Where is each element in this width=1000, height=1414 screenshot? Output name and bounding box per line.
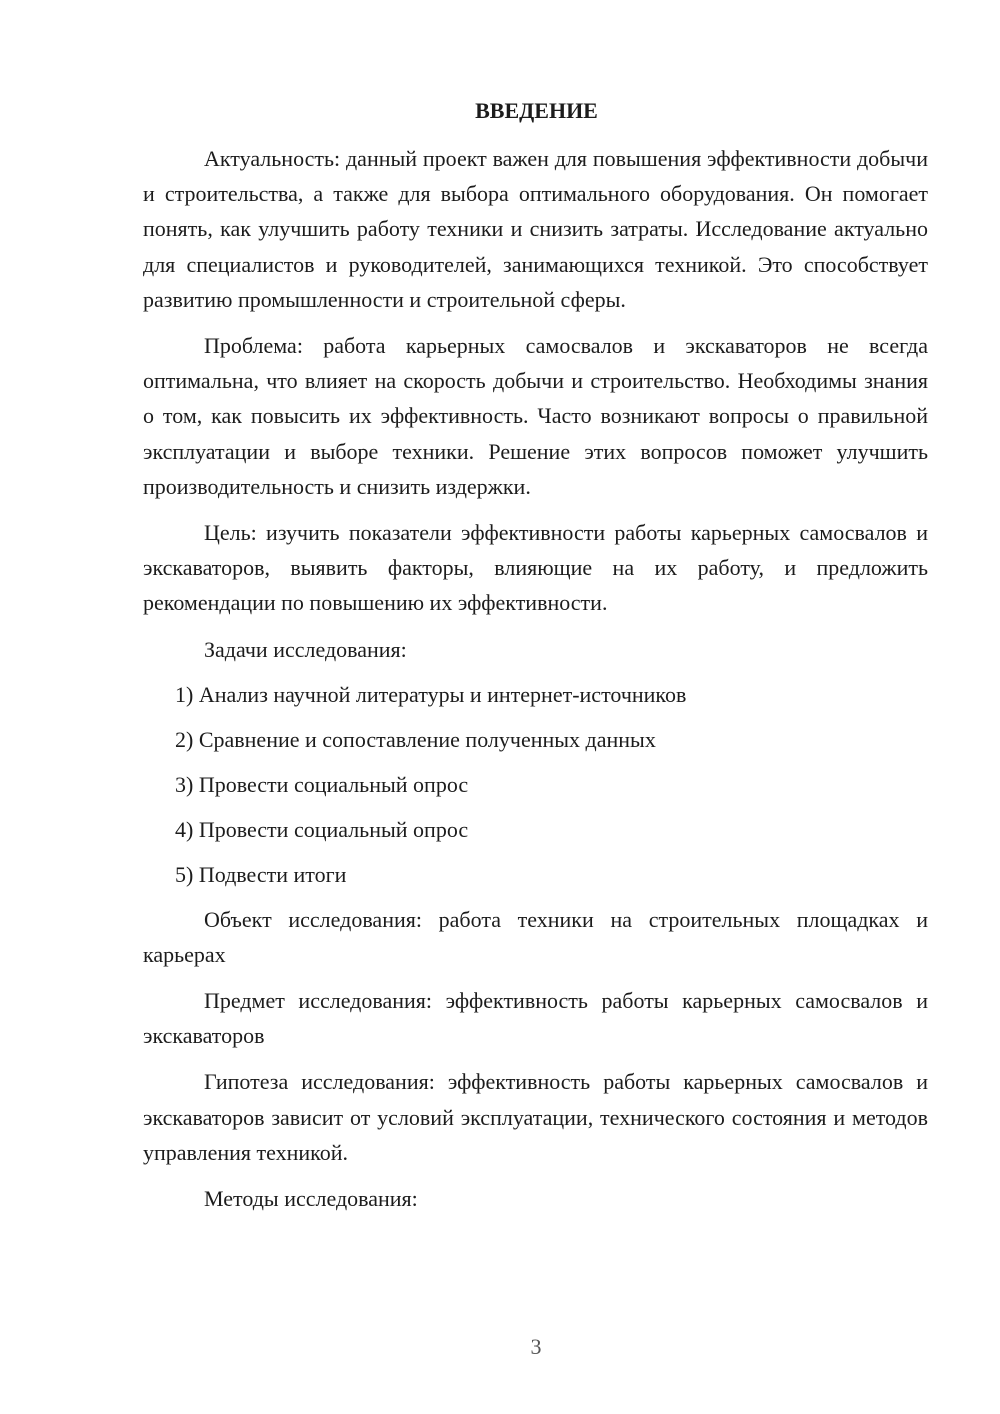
page-title: ВВЕДЕНИЕ [475,98,598,123]
tasks-list [143,677,928,892]
object-paragraph: Объект исследования: работа техники на строительных площадках и карьерах [143,906,928,967]
list-item: 5) Подвести итоги [175,861,347,887]
hypothesis-paragraph: Гипотеза исследования: эффективность работы карьерных самосвалов и экскаваторов зависит от условий эксплуатации, технического состояния и методов управления техникой. [143,1069,928,1165]
goal-paragraph: Цель: изучить показатели эффективности работы карьерных самосвалов и экскаваторов, выявить факторы, влияющие на их работу, и предложить рекомендации по повышению их эффективности. [143,520,928,616]
page-content [143,95,928,1226]
list-item: 2) Сравнение и сопоставление полученных данных [175,726,656,752]
subject-paragraph: Предмет исследования: эффективность работы карьерных самосвалов и экскаваторов [143,988,928,1049]
methods-heading: Методы исследования: [204,1186,418,1212]
tasks-heading: Задачи исследования: [204,636,407,662]
list-item: 1) Анализ научной литературы и интернет-источников [175,681,687,707]
list-item: 4) Провести социальный опрос [175,816,469,842]
list-item: 3) Провести социальный опрос [175,771,469,797]
relevance-paragraph: Актуальность: данный проект важен для повышения эффективности добычи и строительства, а также для выбора оптимального оборудования. Он помогает понять, как улучшить работу техники и снизить затраты. Исследование актуально для специалистов и руководителей, занимающихся техникой. Это способствует развитию промышленности и строительной сферы. [143,146,928,312]
page-number: 3 [530,1334,542,1359]
problem-paragraph: Проблема: работа карьерных самосвалов и экскаваторов не всегда оптимальна, что влияет на скорость добычи и строительство. Необходимы знания о том, как повысить их эффективность. Часто возникают вопросы о правильной эксплуатации и выборе техники. Решение этих вопросов поможет улучшить производительность и снизить издержки. [143,333,928,499]
